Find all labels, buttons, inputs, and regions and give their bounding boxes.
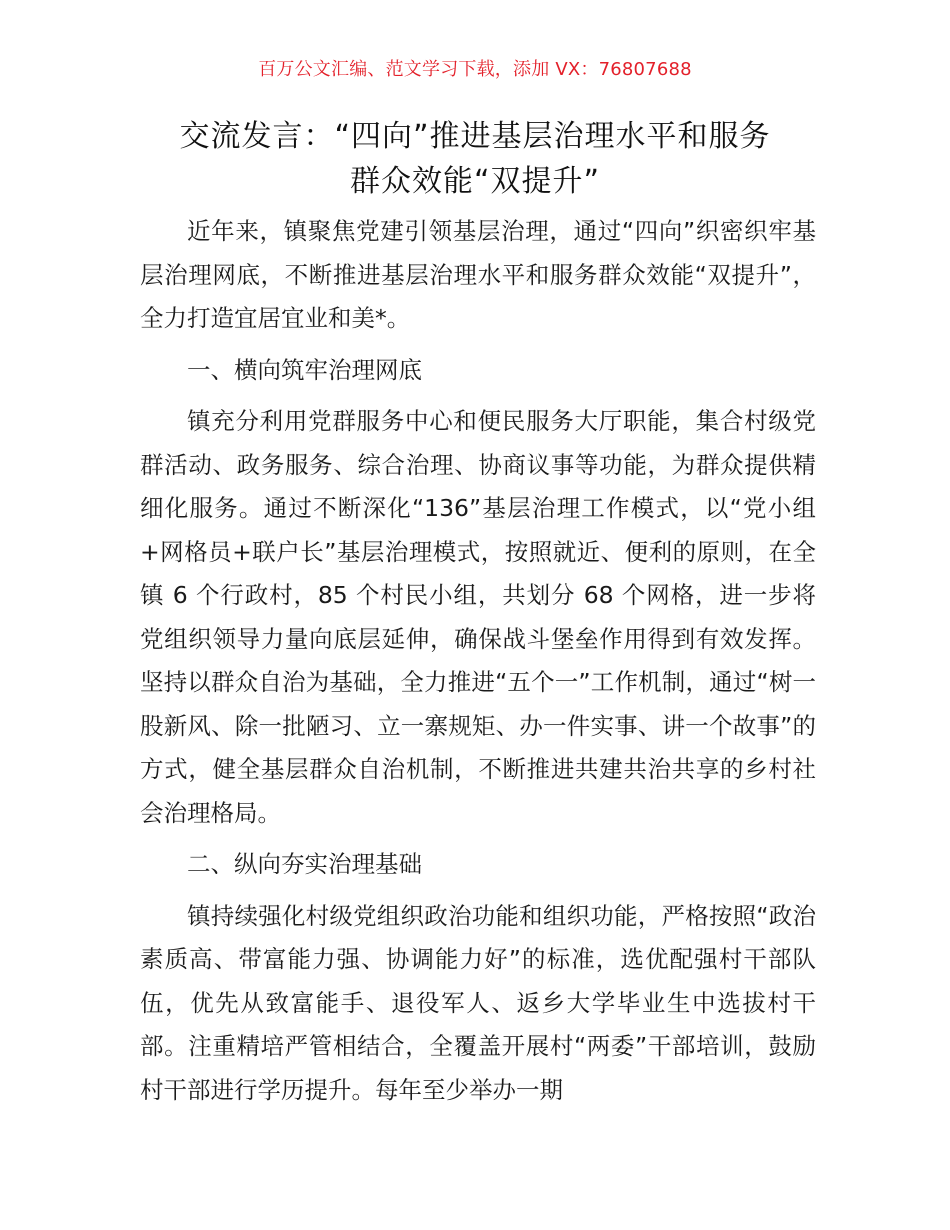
section-heading-2: 二、纵向夯实治理基础 (187, 850, 422, 878)
section-1-paragraph: 镇充分利用党群服务中心和便民服务大厅职能，集合村级党群活动、政务服务、综合治理、协商议事等功能，为群众提供精细化服务。通过不断深化“136”基层治理工作模式，以“党小组+网格员+联户长”基层治理模式，按照就近、便利的原则，在全镇 6 个行政村，85 个村民小组，共划分 68 个网格，进一步将党组织领导力量向底层延伸，确保战斗堡垒作用得到有效发挥。坚持以群众自治为基础，全力推进“五个一”工作机制，通过“树一股新风、除一批陋习、立一寨规矩、办一件实事、讲一个故事”的方式，健全基层群众自治机制，不断推进共建共治共享的乡村社会治理格局。 (140, 407, 816, 827)
section-2-paragraph: 镇持续强化村级党组织政治功能和组织功能，严格按照“政治素质高、带富能力强、协调能力好”的标准，选优配强村干部队伍，优先从致富能手、退役军人、返乡大学毕业生中选拔村干部。注重精培严管相结合，全覆盖开展村“两委”干部培训，鼓励村干部进行学历提升。每年至少举办一期 (140, 901, 816, 1104)
intro-paragraph: 近年来，镇聚焦党建引领基层治理，通过“四向”织密织牢基层治理网底，不断推进基层治理水平和服务群众效能“双提升”，全力打造宜居宜业和美*。 (140, 217, 816, 332)
document-title (120, 114, 830, 204)
title-line-1: 交流发言：“四向”推进基层治理水平和服务 (179, 119, 771, 154)
watermark-banner: 百万公文汇编、范文学习下载，添加 VX：76807688 (258, 59, 692, 80)
document-body (140, 210, 816, 1118)
title-line-2: 群众效能“双提升” (349, 164, 601, 199)
section-heading-1: 一、横向筑牢治理网底 (187, 355, 422, 384)
